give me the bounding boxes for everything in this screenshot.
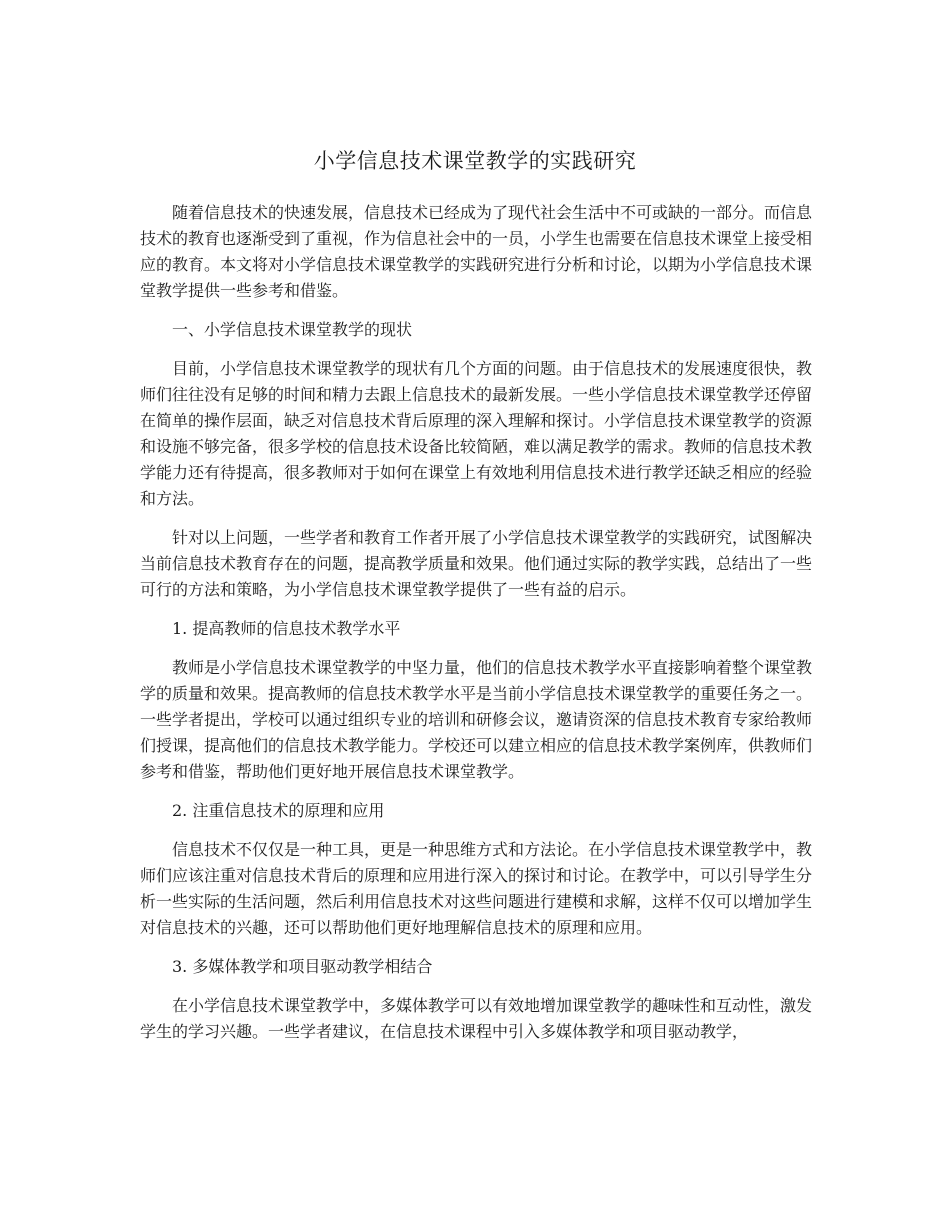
research-paragraph: 针对以上问题，一些学者和教育工作者开展了小学信息技术课堂教学的实践研究，试图解决当前信息技术教育存在的问题，提高教学质量和效果。他们通过实际的教学实践，总结出了一些可行的方法和策略，为小学信息技术课堂教学提供了一些有益的启示。 xyxy=(140,528,813,599)
intro-paragraph: 随着信息技术的快速发展，信息技术已经成为了现代社会生活中不可或缺的一部分。而信息技术的教育也逐渐受到了重视，作为信息社会中的一员，小学生也需要在信息技术课堂上接受相应的教育。本文将对小学信息技术课堂教学的实践研究进行分析和讨论，以期为小学信息技术课堂教学提供一些参考和借鉴。 xyxy=(140,203,813,300)
teacher-level-paragraph: 教师是小学信息技术课堂教学的中坚力量，他们的信息技术教学水平直接影响着整个课堂教学的质量和效果。提高教师的信息技术教学水平是当前小学信息技术课堂教学的重要任务之一。一些学者提出，学校可以通过组织专业的培训和研修会议，邀请资深的信息技术教育专家给教师们授课，提高他们的信息技术教学能力。学校还可以建立相应的信息技术教学案例库，供教师们参考和借鉴，帮助他们更好地开展信息技术课堂教学。 xyxy=(140,658,813,781)
section-heading-status: 一、小学信息技术课堂教学的现状 xyxy=(172,320,413,339)
subheading-teacher-level: 1. 提高教师的信息技术教学水平 xyxy=(172,619,401,638)
subheading-principles: 2. 注重信息技术的原理和应用 xyxy=(172,801,385,820)
multimedia-paragraph: 在小学信息技术课堂教学中，多媒体教学可以有效地增加课堂教学的趣味性和互动性，激发学生的学习兴趣。一些学者建议，在信息技术课程中引入多媒体教学和项目驱动教学， xyxy=(140,996,813,1041)
subheading-multimedia: 3. 多媒体教学和项目驱动教学相结合 xyxy=(172,957,433,976)
document-body xyxy=(140,200,812,1058)
principles-paragraph: 信息技术不仅仅是一种工具，更是一种思维方式和方法论。在小学信息技术课堂教学中，教师们应该注重对信息技术背后的原理和应用进行深入的探讨和讨论。在教学中，可以引导学生分析一些实际的生活问题，然后利用信息技术对这些问题进行建模和求解，这样不仅可以增加学生对信息技术的兴趣，还可以帮助他们更好地理解信息技术的原理和应用。 xyxy=(140,840,813,937)
status-paragraph: 目前，小学信息技术课堂教学的现状有几个方面的问题。由于信息技术的发展速度很快，教师们往往没有足够的时间和精力去跟上信息技术的最新发展。一些小学信息技术课堂教学还停留在简单的操作层面，缺乏对信息技术背后原理的深入理解和探讨。小学信息技术课堂教学的资源和设施不够完备，很多学校的信息技术设备比较简陋，难以满足教学的需求。教师的信息技术教学能力还有待提高，很多教师对于如何在课堂上有效地利用信息技术进行教学还缺乏相应的经验和方法。 xyxy=(140,359,813,508)
document-title: 小学信息技术课堂教学的实践研究 xyxy=(313,149,637,173)
